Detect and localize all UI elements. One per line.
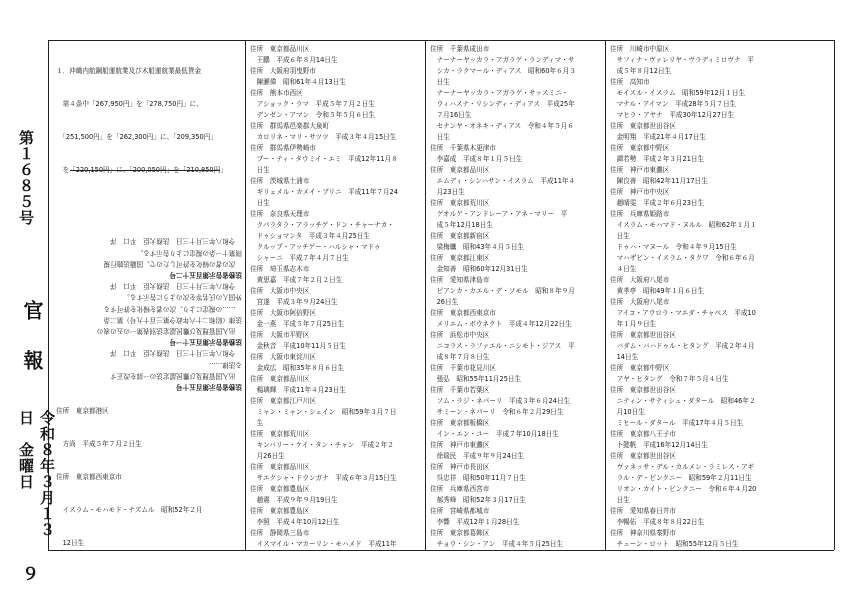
name-line: 成８年７月８日生 [430,353,490,361]
name-line: マナル・アイマン 平成28年５月７日生 [610,100,737,108]
name-line: セナンヤ・オネキ・ディアス 令和４年５月６ [430,122,574,130]
entry-line: 12日生 [56,539,85,547]
name-line: 徐瑞民 平成９年９月24日生 [430,452,525,460]
notice-line: 外国人の氏名等を次のように告示する。 [123,293,242,302]
name-line: 卜懿帆 平成16年12月14日生 [610,441,708,449]
issue-date: 令和８年３月１３日 金曜日 [17,410,56,538]
column-divider-2 [425,40,426,550]
name-line: マハザビン・イスラム・タクワ 令和６年６月 [610,254,755,262]
name-line: ナーナーヤッカラ・アガラゲ・サッスミニ・ [430,89,569,97]
address-line: 住所 東京都西東京市 [430,309,496,317]
name-line: 李嘉成 平成８年１月５日生 [430,155,523,163]
address-line: 住所 東京都豊島区 [250,507,310,515]
name-line: 趙震 平成９年９月19日生 [250,496,338,504]
name-line: イスマイル・マカーリン・モハメド 平成11年 [250,540,397,548]
name-line: ギリェメル・カメイ・ブリニ 平成11年７月24 [250,188,398,196]
amendment-line: を「220,150円」に、「200,050円」を「210,850円」 [56,166,227,174]
name-line: ４日生 [610,265,637,273]
name-line: マヒラ・アヤナ 平成30年12月27日生 [610,111,735,119]
notice-line: 令和八年三月十三日 法務大臣 平口 洋 [110,349,242,358]
address-line: 住所 東京都荒川区 [430,199,490,207]
name-line: 呉忠祥 昭和50年11月７日生 [430,474,526,482]
address-line: 住所 千葉県成田市 [430,45,490,53]
name-line: シカ・ラクマール・ディアス 昭和60年６月３ [430,67,576,75]
name-line: デンゼン・アマン 令和５年５月６日生 [250,111,376,119]
name-line: 金秋音 平成10年11月５日生 [250,342,346,350]
name-line: 梁梅鷹 昭和43年４月５日生 [430,243,525,251]
name-line: 14日生 [610,353,639,361]
name-line: イスラム・モハマド・ヌルル 昭和62年１月１ [610,221,757,229]
notice-line: る法律…… [209,360,242,369]
address-line: 住所 群馬県邑楽郡大泉町 [250,122,330,130]
name-line: リオン・カイト・ピンクニー 令和６年４月20 [610,485,757,493]
name-line: 日生 [610,232,630,240]
page-header [6,40,56,582]
name-line: メリエム・ボウネクト 平成４年12月22日生 [430,320,572,328]
address-line: 住所 東京都八王子市 [610,430,676,438]
address-line: 住所 浜松市中央区 [430,331,490,339]
name-line: 月23日生 [430,188,465,196]
name-line: 楊璃輝 平成11年４月23日生 [250,386,346,394]
amendment-line: 「251,500円」を「262,300円」に、「209,350円」 [56,133,217,141]
inverted-notices [52,182,242,392]
name-line: 26日生 [430,298,459,306]
notice-line: 出入国管理及び難民認定法別表第一の五の表の [96,326,242,335]
amendment-line: １．沖縄内航鋼船運航業及び木船運航業最低賃金 [56,67,202,75]
address-line: 住所 高知市 [610,78,650,86]
name-line: アヤ・ヒタング 令和７年５月４日生 [610,375,729,383]
name-line: 成５年８月12日生 [610,67,672,75]
name-line: 生 [250,419,264,427]
address-line: 住所 東京都世田谷区 [610,452,676,460]
address-line: 住所 東京都品川区 [250,375,310,383]
column-1-lower [56,384,242,550]
section-divider [70,170,220,171]
address-line: 住所 兵庫県西宮市 [430,485,490,493]
name-line: ゲオルゲ・アンドレーア・アネ・マリー 平 [430,210,568,218]
address-line: 住所 愛知県春日井市 [610,507,676,515]
address-line: 住所 大阪府羽曳野市 [250,67,316,75]
address-line: 住所 神戸市東灘区 [610,166,670,174]
name-line: 成５年12月18日生 [430,221,493,229]
name-line: ドゥショマンタ 平成３年４月25日生 [250,232,370,240]
address-line: 住所 熊本市西区 [250,89,303,97]
name-line: 譚若勢 平成２年３月21日生 [610,155,705,163]
address-line: 住所 東京都中野区 [610,144,670,152]
name-line: 李響 平成12年１月28日生 [430,518,520,526]
address-line: 住所 東京都荒川区 [250,430,310,438]
address-line: 住所 東京都世田谷区 [610,122,676,130]
address-line: 住所 東京都品川区 [430,166,490,174]
address-line: 住所 東京都新宿区 [430,232,490,240]
address-line: 住所 東京都中野区 [610,364,670,372]
name-line: 日生 [430,133,450,141]
name-line: 日生 [430,78,450,86]
address-line: 住所 奈良県天理市 [250,210,310,218]
name-line: ピアンカ・カエル・デ・ソモル 昭和８年９月 [430,287,575,295]
name-line: ７月16日生 [430,111,472,119]
name-line: 月10日生 [610,408,645,416]
address-line: 住所 群馬県伊勢崎市 [250,144,316,152]
address-line: 住所 大阪府八尾市 [610,298,670,306]
column-2 [250,44,422,550]
address-line: 住所 東京都江戸川区 [250,397,316,405]
name-line: 金知善 昭和60年12月31日生 [430,265,528,273]
name-line: ニティン・サティシュ・ダタール 昭和46年２ [610,397,756,405]
name-line: 金一燕 平成５年７月25日生 [250,320,345,328]
entry-line: イスラム・モハモド・ナズムル 昭和52年２月 [56,506,203,514]
name-line: 日生 [250,166,270,174]
address-line: 住所 神奈川県秦野市 [610,529,676,537]
name-line: ラル・デ・ピンクニー 昭和59年２月11日生 [610,474,752,482]
address-line: 住所 川崎市中原区 [610,45,670,53]
name-line: 李照 平成４年10月12日生 [250,518,340,526]
name-line: 日生 [250,199,270,207]
notice-heading: 法務省告示第百五十二号 [169,270,242,279]
notice-line: 法律（昭和二十六年政令第三百十九号）第二条 [103,315,242,324]
name-line: 日生 [610,496,630,504]
name-line: チョウ・シン・アン 平成４年５月25日生 [430,540,564,548]
page-number: ９ [18,565,38,582]
name-line: バダム・バハドゥル・ヒタング 平成２年４月 [610,342,755,350]
amendment-line: 第４条中「267,950円」を「278,750円」に、 [56,100,203,108]
name-line: ドゥハ・マヌール 令和４年９月15日生 [610,243,737,251]
name-line: アショック・ラマ 平成５年７月２日生 [250,100,375,108]
address-line: 住所 東京都品川区 [250,463,310,471]
address-line: 住所 神戸市中央区 [610,188,670,196]
name-line: 金明翔 平成21年４月17日生 [610,133,706,141]
name-line: サフィナ・ヴァレリヤ・ヴラディミロヴナ 平 [610,56,754,64]
address-line: 住所 東京都品川区 [250,45,310,53]
name-line: イン・エン・ユー 平成７年10月18日生 [430,430,559,438]
name-line: クパラタラ・アラッチゲ・ドン・チャーナカ・ [250,221,394,229]
name-line: サエクシャ・ドウンガナ 平成６年３月15日生 [250,474,397,482]
name-line: 趙晴雯 平成２年６月23日生 [610,199,705,207]
name-line: 陳良善 昭和42年11月17日生 [610,177,708,185]
name-line: 黄思嘉 平成７年２月２日生 [250,276,343,284]
name-line: 黄孝亭 昭和49年１月６日生 [610,287,705,295]
notice-line: 令和八年三月十三日 法務大臣 平口 洋 [110,237,242,246]
name-line: キンバリー・ケイ・タン・チャン 平成２年２ [250,441,394,449]
notice-heading: 法務省告示第百五十一号 [169,338,242,347]
entry-line: 住所 東京都港区 [56,407,109,415]
column-4 [610,44,832,550]
name-line: アイコ・アウロラ・マエダ・チャベス 平成10 [610,309,756,317]
name-line: ソム・ラジ・ネパーリ 平成３年６月24日生 [430,397,571,405]
issue-number: 第１６８５号 [17,130,35,226]
name-line: 陳瀬偉 昭和61年４月13日生 [250,78,346,86]
name-line: サミーン・ネパーリ 令和６年２月29日生 [430,408,564,416]
address-line: 住所 神戸市長田区 [430,463,490,471]
notice-line: ……の規定により、次の者を帰化を許可する [103,304,242,313]
entry-line: 住所 東京都西東京市 [56,473,122,481]
right-rule [834,40,835,550]
address-line: 住所 大阪市平野区 [250,331,310,339]
entry-line: 方尚 平成５年７月２日生 [56,440,142,448]
address-line: 住所 静岡県三島市 [250,529,310,537]
top-rule [48,40,834,41]
address-line: 住所 愛知県津島市 [430,276,490,284]
address-line: 住所 大阪市中央区 [250,287,310,295]
name-line: 李暢佑 平成８年８月22日生 [610,518,705,526]
name-line: 年１月９日生 [610,320,657,328]
address-line: 住所 東京都世田谷区 [610,386,676,394]
name-line: ニコラス・ラファエル・ニシモト・ジアス 平 [430,342,575,350]
name-line: ナーナーヤッカラ・アガラゲ・ランディマ・サ [430,56,575,64]
name-line: ミャン・ミャン・シェイン 昭和59年３月７日 [250,408,397,416]
address-line: 住所 大阪市東淀川区 [250,353,316,361]
column-3 [430,44,602,550]
name-line: 宮遂 平成３年９月24日生 [250,298,338,306]
name-line: エムディ・シンハサン・イスラム 平成11年４ [430,177,576,185]
name-line: ミヒール・ダタール 平成17年４月５日生 [610,419,744,427]
address-line: 住所 埼玉県志木市 [250,265,310,273]
address-line: 住所 大阪府八尾市 [610,276,670,284]
notice-line: 出入国管理及び難民認定法の一部を改正す [110,371,242,380]
address-line: 住所 東京都世田谷区 [610,331,676,339]
address-line: 住所 東京都江東区 [430,254,490,262]
column-1-upper [56,44,242,184]
name-line: シャーニ 平成７年４月７日生 [250,254,349,262]
address-line: 住所 千葉市花見川区 [430,364,496,372]
address-line: 住所 兵庫県姫路市 [610,210,670,218]
address-line: 住所 宮崎県都城市 [430,507,490,515]
address-line: 住所 東京都豊島区 [250,485,310,493]
address-line: 住所 神戸市東灘区 [430,441,490,449]
name-line: 張弘 昭和55年11月25日生 [430,375,522,383]
name-line: ヴァネッサ・デル・カルメン・ラミレス・アギ [610,463,755,471]
name-line: 金成広 昭和35年８月６日生 [250,364,345,372]
name-line: クルップ・アッチゲー・ハルシャ・マドゥ [250,243,381,251]
name-line: ブー・ティ・タウミイ・エミ 平成12年11月８ [250,155,398,163]
address-line: 住所 千葉県木更津市 [430,144,496,152]
notice-line: 令和八年三月十三日 法務大臣 平口 洋 [110,282,242,291]
bottom-rule [48,550,834,551]
address-line: 住所 東京都葛飾区 [430,529,490,537]
paper-name: 官報 [20,300,44,400]
notice-heading: 法務省告示第百五十号 [176,383,242,391]
notice-line: 則第十一条の規定により告示する。 [136,248,242,257]
name-line: チューン・ロット 昭和55年12月５日生 [610,540,739,548]
name-line: 王鵬 平成６年８月14日生 [250,56,338,64]
name-line: 月26日生 [250,452,285,460]
address-line: 住所 千葉市若葉区 [430,386,490,394]
address-line: 住所 大阪市阿倍野区 [250,309,316,317]
name-line: 郝秀峰 昭和52年３月17日生 [430,496,526,504]
notice-line: 次の者の帰化を許可したので、国籍法施行規 [103,259,242,268]
name-line: カロリネ・マリ・サツツ 平成３年４月15日生 [250,133,397,141]
name-line: モイスル・イスラム 昭和59年12月１日生 [610,89,746,97]
address-line: 住所 茨城県土浦市 [250,177,310,185]
column-divider-1 [245,40,246,550]
column-divider-3 [605,40,606,550]
name-line: ウィハスナ・リシンディ・ディアス 平成25年 [430,100,575,108]
address-line: 住所 東京都板橋区 [430,419,490,427]
